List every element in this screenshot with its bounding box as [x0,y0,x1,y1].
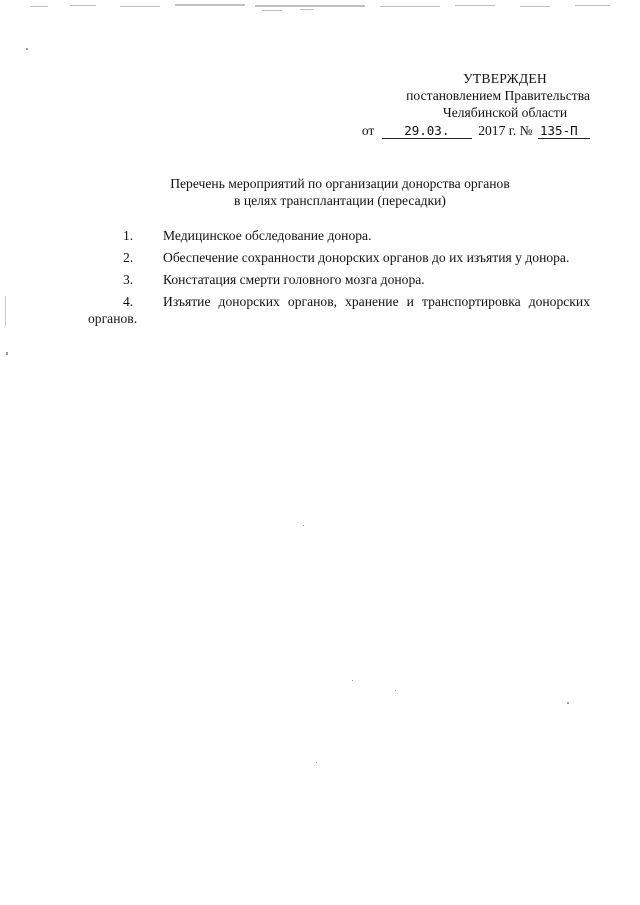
decree-number-field: 135-П [538,123,590,139]
list-item [88,293,590,327]
scan-speck [5,296,6,326]
list-item-text: Медицинское обследование донора. [163,228,372,243]
list-item [88,227,590,244]
approval-block [330,70,590,139]
scan-speck [395,690,396,691]
heading-line-2: в целях трансплантации (пересадки) [234,193,446,208]
list-item-text: Обеспечение сохранности донорских органов до их изъятия у донора. [163,250,570,265]
approval-issuer: постановлением Правительства [406,88,590,103]
list-item-text: Изъятие донорских органов, хранение и транспортировка донорских органов. [88,294,590,326]
scan-speck [6,352,8,355]
document-heading [90,175,590,209]
list-item-text: Констатация смерти головного мозга донора. [163,272,425,287]
date-field: 29.03. [382,123,472,139]
measures-list [88,227,590,332]
scan-speck [26,48,28,50]
list-item [88,249,590,266]
approval-region: Челябинской области [442,105,568,120]
scan-noise-top [0,0,640,18]
list-item-number: 3. [123,272,134,287]
list-item-number: 4. [123,294,134,309]
date-prefix: от [361,123,375,138]
list-item-number: 2. [123,250,134,265]
scan-speck [316,762,317,763]
list-item [88,271,590,288]
approval-title: УТВЕРЖДЕН [463,71,547,86]
scan-speck [352,680,353,681]
scan-speck [303,525,304,526]
approval-date-line [330,122,590,139]
heading-line-1: Перечень мероприятий по организации донорства органов [170,176,510,191]
list-item-number: 1. [123,228,134,243]
year-label: 2017 г. № [478,123,533,138]
scan-speck [567,702,569,704]
